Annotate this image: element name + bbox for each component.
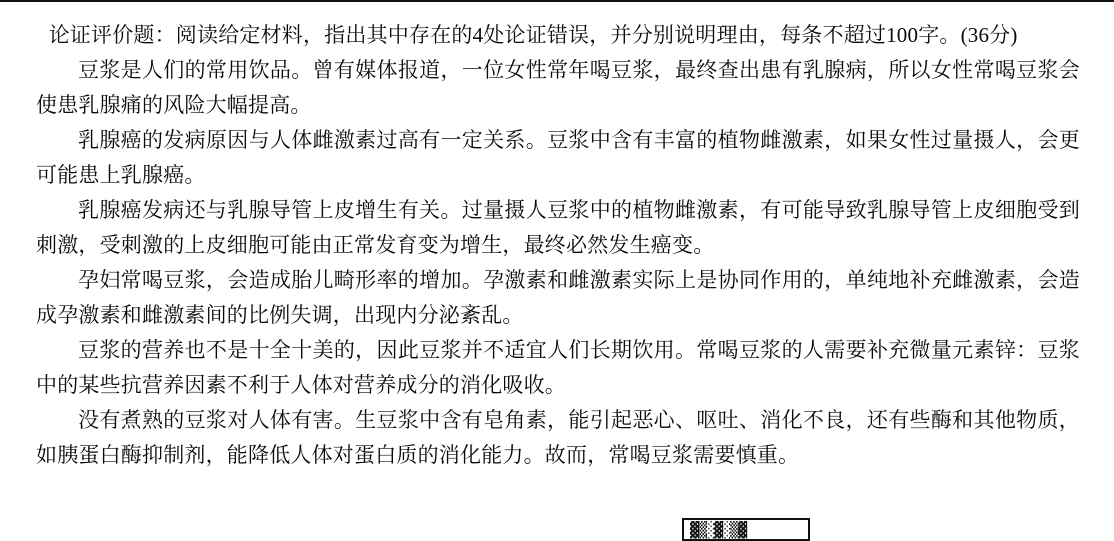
material-paragraph-6: 没有煮熟的豆浆对人体有害。生豆浆中含有皂角素，能引起恶心、呕吐、消化不良，还有些酶和其他物质，如胰蛋白酶抑制剂，能降低人体对蛋白质的消化能力。故而，常喝豆浆需要慎重。 <box>36 408 1080 467</box>
document-body <box>36 18 1080 473</box>
page-top-rule <box>0 0 1114 2</box>
qr-code-icon <box>682 518 810 541</box>
material-paragraph-1: 豆浆是人们的常用饮品。曾有媒体报道，一位女性常年喝豆浆，最终查出患有乳腺病，所以女性常喝豆浆会使患乳腺痛的风险大幅提高。 <box>36 58 1080 117</box>
qr-code-pattern: ▓▒░▓░▒▓ <box>690 521 747 539</box>
question-prompt: 论证评价题：阅读给定材料，指出其中存在的4处论证错误，并分别说明理由，每条不超过100字。(36分) <box>48 23 1018 47</box>
material-paragraph-3: 乳腺癌发病还与乳腺导管上皮增生有关。过量摄人豆浆中的植物雌激素，有可能导致乳腺导管上皮细胞受到刺激，受刺激的上皮细胞可能由正常发育变为增生，最终必然发生癌变。 <box>36 198 1080 257</box>
material-paragraph-5: 豆浆的营养也不是十全十美的，因此豆浆并不适宜人们长期饮用。常喝豆浆的人需要补充微量元素锌：豆浆中的某些抗营养因素不利于人体对营养成分的消化吸收。 <box>36 338 1080 397</box>
material-paragraph-4: 孕妇常喝豆浆，会造成胎儿畸形率的增加。孕激素和雌激素实际上是协同作用的，单纯地补充雌激素，会造成孕激素和雌激素间的比例失调，出现内分泌紊乱。 <box>36 268 1080 327</box>
material-paragraph-2: 乳腺癌的发病原因与人体雌激素过高有一定关系。豆浆中含有丰富的植物雌激素，如果女性过量摄人，会更可能患上乳腺癌。 <box>36 128 1080 187</box>
